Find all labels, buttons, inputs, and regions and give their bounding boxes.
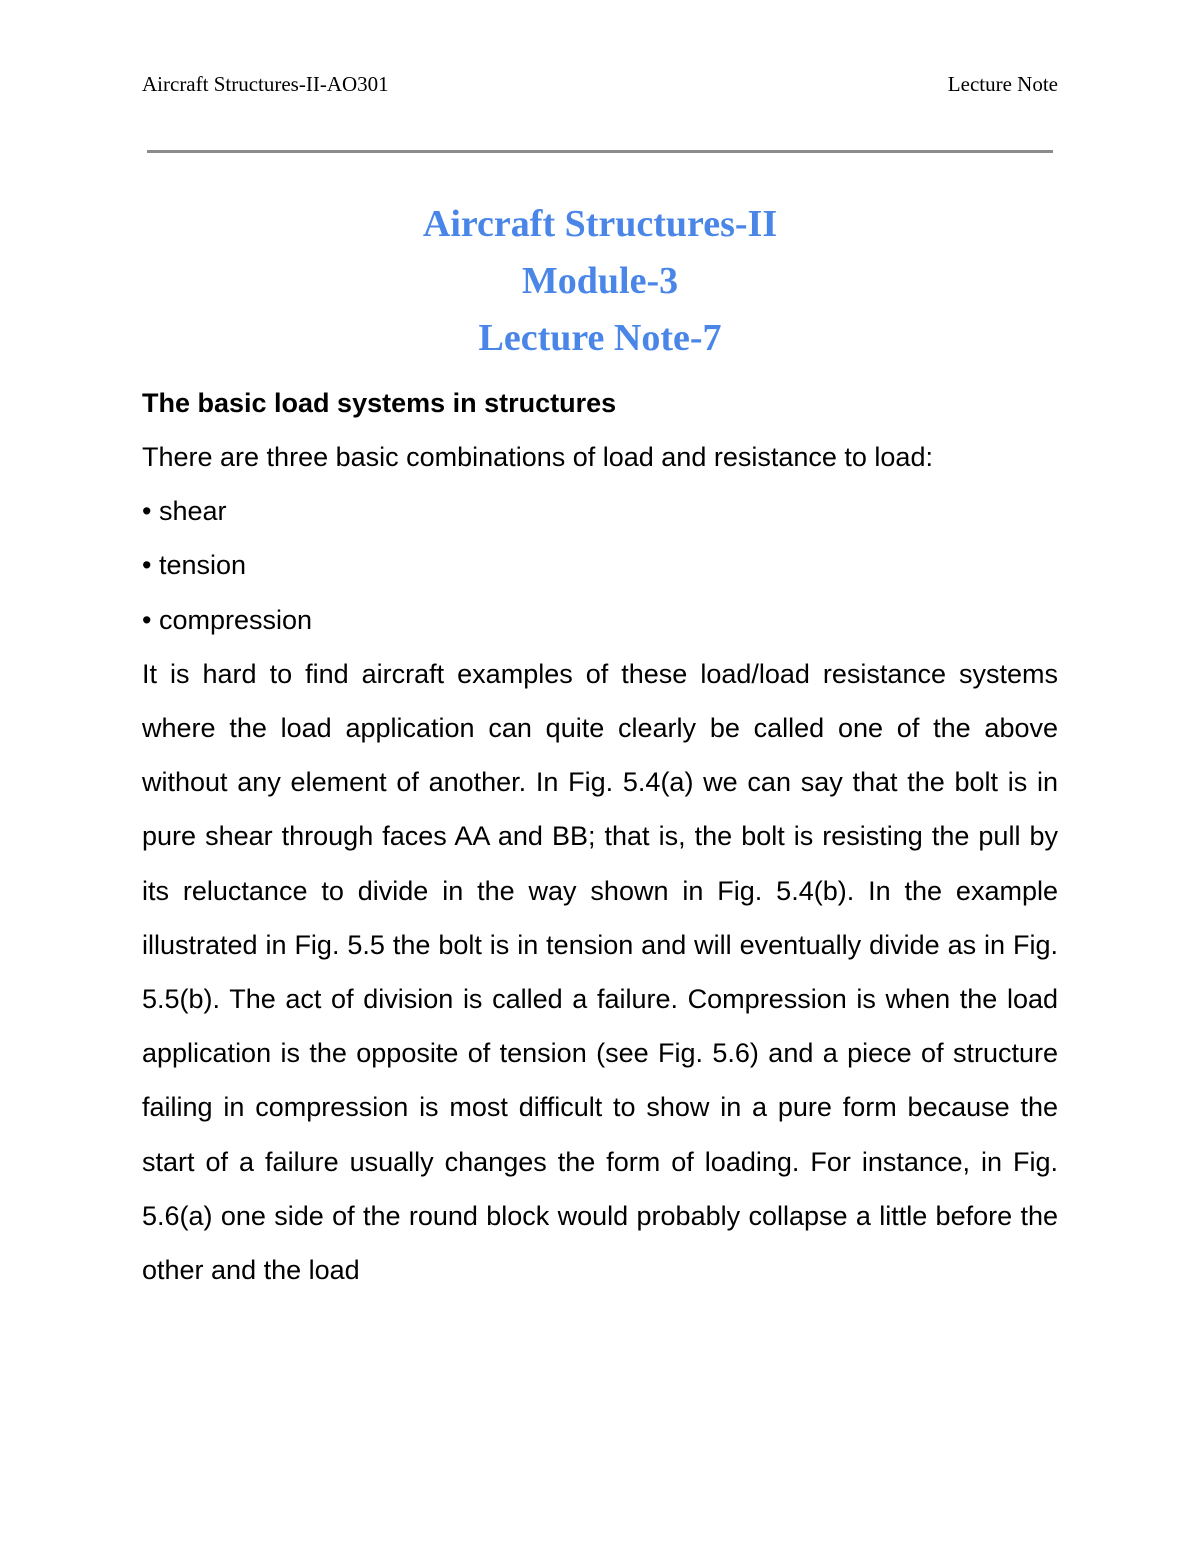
- intro-paragraph: There are three basic combinations of load and resistance to load:: [142, 442, 933, 472]
- title-block: [0, 196, 1200, 367]
- running-header: [142, 72, 1058, 102]
- header-divider: [147, 150, 1053, 153]
- module-title: Module-3: [521, 260, 679, 302]
- section-heading: The basic load systems in structures: [142, 388, 617, 418]
- section-content: [142, 376, 1058, 1297]
- list-item: • compression: [142, 604, 313, 635]
- course-title: Aircraft Structures-II: [422, 203, 778, 245]
- lecture-title: Lecture Note-7: [478, 317, 722, 359]
- list-item: • shear: [142, 496, 227, 527]
- list-item: • tension: [142, 550, 247, 581]
- header-doc-type: Lecture Note: [947, 72, 1058, 96]
- header-course-code: Aircraft Structures-II-AO301: [142, 72, 389, 96]
- body-paragraph: It is hard to find aircraft examples of these load/load resistance systems where the load application can quite clearly be called one of the above without any element of another. In Fig. 5.4(a) we can say that the bolt is in pure shear through faces AA and BB; that is, the bolt is resisting the pull by its reluctance to divide in the way shown in Fig. 5.4(b). In the example illustrated in Fig. 5.5 the bolt is in tension and will eventually divide as in Fig. 5.5(b). The act of division is called a failure. Compression is when the load application is the opposite of tension (see Fig. 5.6) and a piece of structure failing in compression is most difficult to show in a pure form because the start of a failure usually changes the form of loading. For instance, in Fig. 5.6(a) one side of the round block would probably collapse a little before the other and the load: [142, 658, 1058, 1286]
